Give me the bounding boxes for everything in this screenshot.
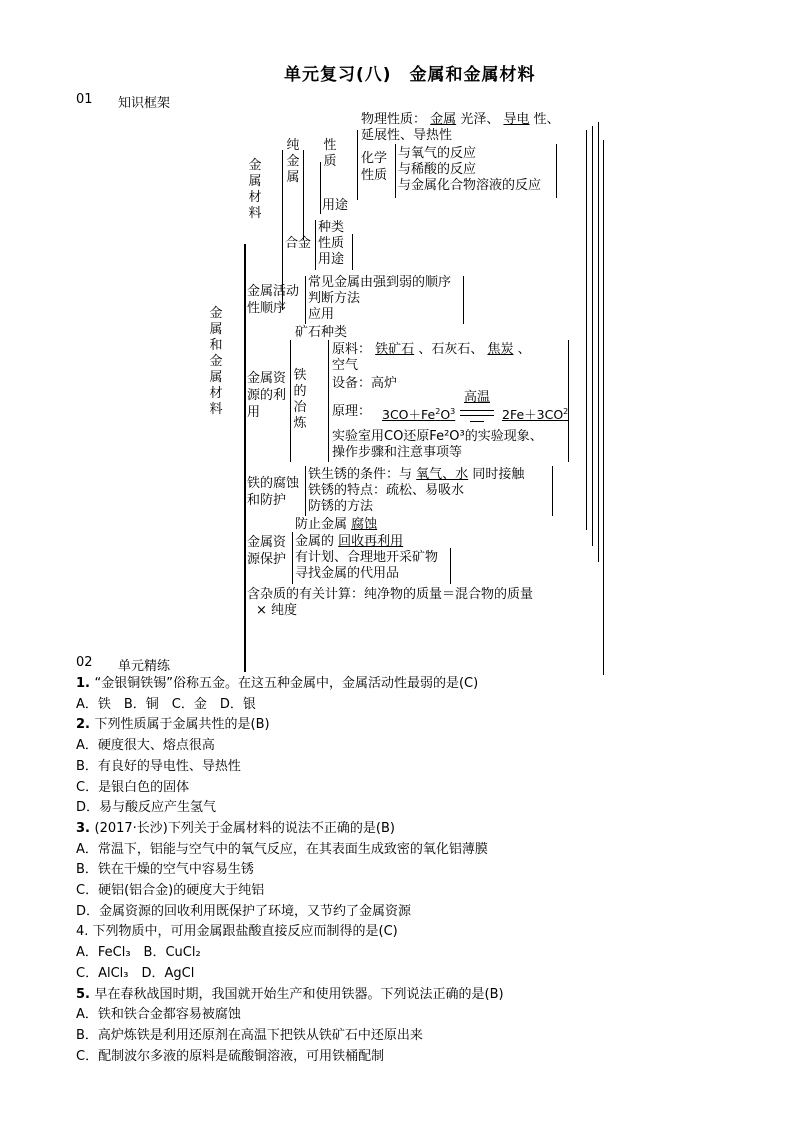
protect-item-3: 有计划、合理地开采矿物 (295, 550, 439, 565)
alloy-close-line (352, 234, 353, 270)
section-title-exercises: 单元精练 (118, 659, 171, 674)
chem-item-1: 与氧气的反应 (398, 146, 477, 161)
raw-d: 、 (517, 342, 531, 357)
rust-feature: 铁锈的特点：疏松、易吸水 (308, 483, 465, 498)
chem-item-3: 与金属化合物溶液的反应 (398, 178, 542, 193)
page-title: 单元复习(八) 金属和金属材料 (284, 65, 536, 85)
question-line (76, 881, 264, 901)
equation-left: $3CO+Fe^2O^3$ (382, 407, 456, 423)
equation-condition: 高温 (464, 390, 491, 405)
physical-property-row (361, 112, 560, 128)
physical-b: 光泽、 (460, 112, 500, 127)
raw-material-row (332, 342, 531, 358)
rust-condition-blank: 氧气、水 (416, 467, 469, 482)
question-line (76, 715, 270, 735)
activity-item-2: 判断方法 (308, 291, 361, 306)
equation-right: $2Fe+3CO^2$ (502, 407, 569, 423)
protect-item-1: 防止金属 腐蚀 (295, 517, 378, 532)
equation-sign-line-3 (470, 421, 484, 422)
raw-blank-a: 铁矿石 (375, 342, 415, 357)
question-text: A．常温下，铝能与空气中的氧气反应，在其表面生成致密的氧化铝薄膜 (76, 841, 488, 857)
protect-label: 金属资源保护 (247, 535, 287, 567)
question-text: C．配制波尔多液的原料是硫酸铜溶液，可用铁桶配制 (76, 1048, 385, 1064)
property-use-line (320, 162, 321, 214)
question-text: D．易与酸反应产生氢气 (76, 800, 217, 816)
outer-close-line-1 (586, 130, 587, 530)
section-number-1: 01 (76, 92, 93, 107)
framework-root-label: 金属和金属材料 (209, 306, 223, 417)
iron-smelt-brace-line (328, 340, 329, 462)
question-line (76, 757, 241, 777)
principle-label: 原理： (332, 404, 372, 419)
question-text: 下列性质属于金属共性的是(B) (94, 717, 270, 733)
chemical-close-line (556, 144, 557, 198)
equation-sign-line-2 (460, 415, 494, 416)
raw-blank-c: 焦炭 (487, 342, 514, 357)
equation-sign-line-1 (460, 410, 494, 411)
question-text: B．铁在干燥的空气中容易生锈 (76, 862, 254, 878)
chemical-label: 化学性质 (361, 151, 388, 183)
activity-item-1: 常见金属由强到弱的顺序 (308, 275, 452, 290)
protect-brace-line (292, 532, 293, 584)
protect-item-4: 寻找金属的代用品 (295, 566, 400, 581)
alloy-label: 合金 (285, 236, 312, 251)
question-line (76, 943, 201, 963)
question-text: A．硬度很大、熔点很高 (76, 738, 215, 754)
alloy-kind: 种类 (318, 220, 345, 235)
physical-blank-c: 导电 (503, 112, 530, 127)
question-text: B．高炉炼铁是利用还原剂在高温下把铁从铁矿石中还原出来 (76, 1027, 423, 1043)
resources-label: 金属资源的利用 (247, 371, 287, 420)
question-text: D．金属资源的回收利用既保护了环境，又节约了金属资源 (76, 903, 412, 919)
question-line (76, 1026, 423, 1046)
question-line (76, 840, 488, 860)
iron-smelt-label: 铁的冶炼 (293, 368, 307, 431)
question-text: “金银铜铁锡”俗称五金。在这五种金属中，金属活动性最弱的是(C) (94, 676, 479, 691)
resources-brace-line (290, 340, 291, 462)
question-line (76, 674, 478, 694)
calc-line-2: × 纯度 (256, 603, 298, 618)
activity-item-3: 应用 (308, 307, 335, 322)
question-text: A．铁 B．铜 C．金 D．银 (76, 696, 256, 712)
question-line (76, 1005, 241, 1025)
rust-condition-tail: 同时接触 (472, 467, 525, 482)
lab-line-2: 操作步骤和注意事项等 (332, 445, 463, 460)
question-line (76, 736, 215, 756)
physical-line2: 延展性、导热性 (361, 128, 453, 143)
corrosion-close-line (552, 466, 553, 516)
rust-condition-row (308, 467, 524, 483)
question-number: 1. (76, 676, 95, 691)
section-title-framework: 知识框架 (118, 96, 171, 111)
corrosion-brace-line (305, 466, 306, 516)
question-line (76, 695, 256, 715)
outer-close-line-3 (598, 122, 599, 562)
physical-label: 物理性质： (361, 112, 427, 127)
question-text: 4. 下列物质中，可用金属跟盐酸直接反应而制得的是(C) (76, 924, 398, 940)
protect-close-line (450, 548, 451, 584)
question-text: C．硬铝(铝合金)的硬度大于纯铝 (76, 883, 265, 898)
outer-close-line-2 (592, 126, 593, 546)
rust-condition-label: 铁生锈的条件：与 (308, 467, 413, 482)
question-text: C．是银白色的固体 (76, 779, 190, 795)
question-number: 2. (76, 717, 95, 733)
question-number: 5. (76, 986, 95, 1002)
section-number-2: 02 (76, 655, 93, 670)
question-line (76, 922, 398, 942)
property-brace-line (357, 130, 358, 200)
alloy-brace-line (315, 220, 316, 270)
question-text: B．有良好的导电性、导热性 (76, 758, 241, 774)
activity-label: 金属活动性顺序 (247, 284, 300, 316)
lab-line-1: 实验室用CO还原Fe²O³的实验现象、 (332, 429, 543, 444)
physical-d: 性、 (533, 112, 560, 127)
question-line (76, 860, 254, 880)
use-label: 用途 (322, 198, 349, 213)
protect-blank-2: 回收再利用 (338, 534, 404, 549)
question-text: 早在春秋战国时期，我国就开始生产和使用铁器。下列说法正确的是(B) (94, 986, 504, 1002)
question-text: A．铁和铁合金都容易被腐蚀 (76, 1007, 241, 1023)
question-line (76, 798, 216, 818)
raw-b: 、石灰石、 (418, 342, 484, 357)
pure-metal-label: 纯金属 (286, 138, 300, 185)
question-number: 3. (76, 820, 95, 836)
root-brace-line (244, 244, 246, 672)
question-line (76, 985, 504, 1005)
question-text: A．FeCl₃ B．CuCl₂ (76, 945, 201, 961)
question-text: (2017·长沙)下列关于金属材料的说法不正确的是(B) (94, 820, 395, 836)
question-line (76, 902, 411, 922)
alloy-use: 用途 (318, 252, 345, 267)
protect-item-2: 金属的 回收再利用 (295, 534, 404, 549)
iron-smelt-close-line (568, 340, 569, 462)
calc-line-1: 含杂质的有关计算：纯净物的质量＝混合物的质量 (247, 587, 534, 602)
rust-prevention: 防锈的方法 (308, 499, 374, 514)
activity-brace-line (305, 276, 306, 324)
question-line (76, 1047, 384, 1067)
protect-blank-1: 腐蚀 (351, 517, 378, 532)
question-text: C．AlCl₃ D．AgCl (76, 965, 195, 981)
chemical-brace-line (395, 144, 396, 198)
activity-close-line (463, 276, 464, 324)
question-line (76, 819, 395, 839)
physical-blank-a: 金属 (430, 112, 457, 127)
equipment: 设备：高炉 (332, 376, 398, 391)
pure-metal-brace-line (303, 150, 304, 240)
ore-types: 矿石种类 (295, 325, 348, 340)
property-label: 性质 (323, 138, 337, 169)
corrosion-label: 铁的腐蚀和防护 (247, 476, 300, 508)
raw-label: 原料： (332, 342, 372, 357)
alloy-property: 性质 (318, 236, 345, 251)
materials-label: 金属材料 (248, 158, 262, 221)
question-line (76, 778, 189, 798)
raw-line2: 空气 (332, 358, 359, 373)
outer-close-line-4 (603, 140, 604, 675)
question-line (76, 964, 194, 984)
chem-item-2: 与稀酸的反应 (398, 162, 477, 177)
